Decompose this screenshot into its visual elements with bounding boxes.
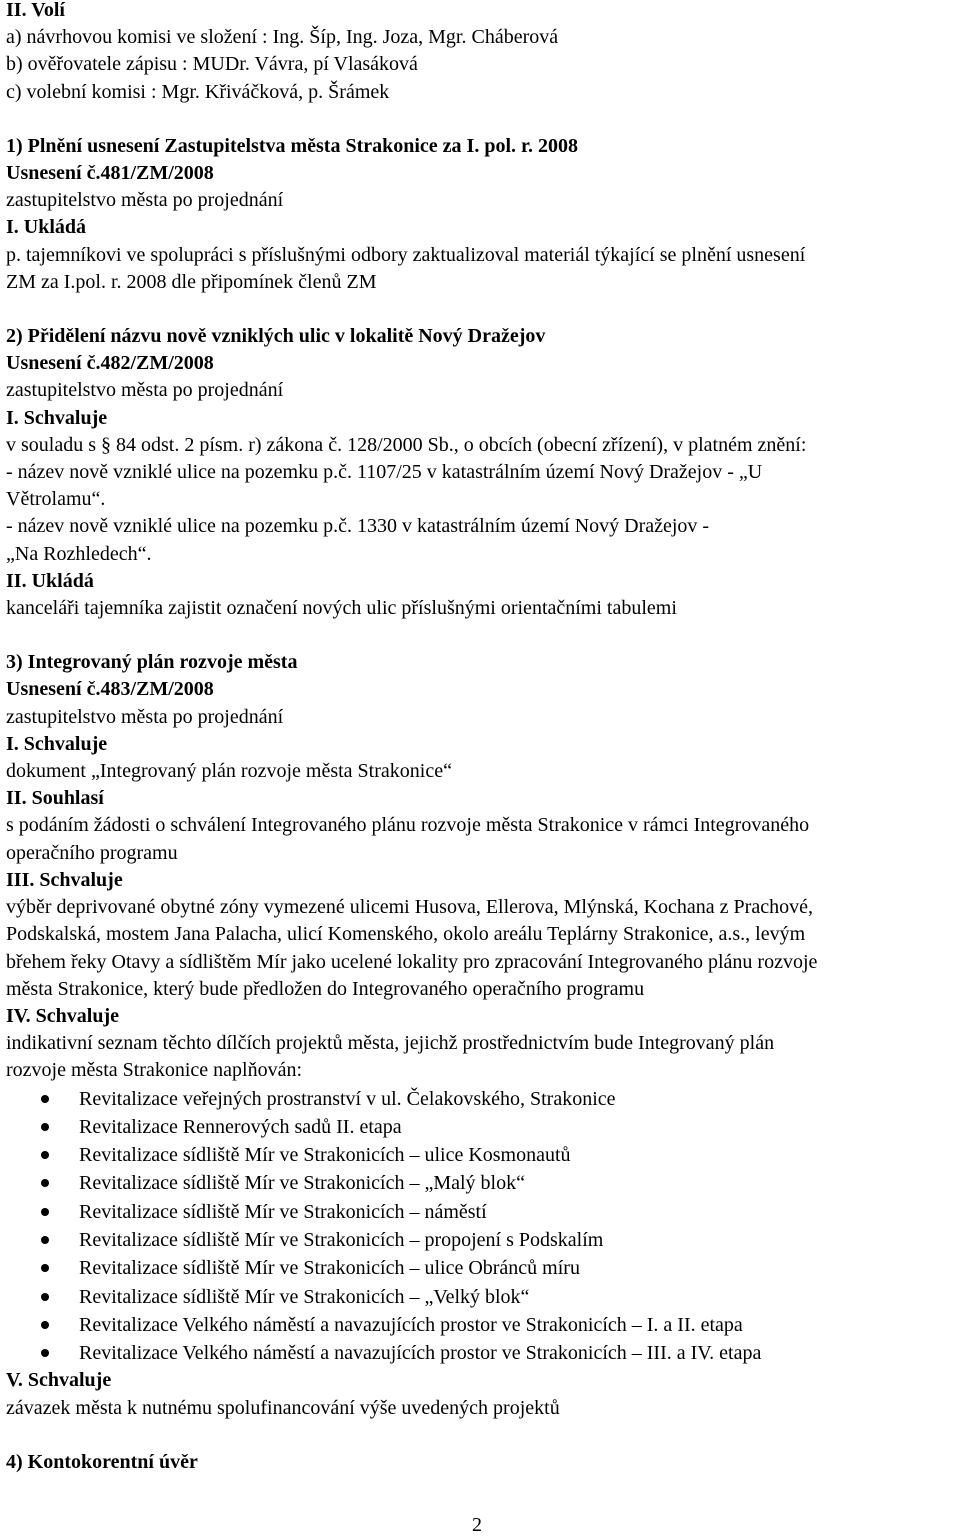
resolution-text: Podskalská, mostem Jana Palacha, ulicí Komenského, okolo areálu Teplárny Strakonice, a.s., levým [6,923,806,946]
spacer [6,106,956,133]
list-item-text: Revitalizace Velkého náměstí a navazujících prostor ve Strakonicích – III. a IV. etapa [79,1342,762,1365]
list-item-text: Revitalizace sídliště Mír ve Strakonicích – ulice Kosmonautů [79,1144,571,1167]
resolution-text: indikativní seznam těchto dílčích projektů města, jejichž prostřednictvím bude Integrovaný plán [6,1032,775,1055]
resolution-part-label: IV. Schvaluje [6,1004,119,1027]
page-number: 2 [472,1514,482,1536]
resolution-part-label: I. Schvaluje [6,406,108,429]
resolution-part-label: II. Ukládá [6,569,94,592]
list-item [6,1226,956,1254]
agenda-item-title: 4) Kontokorentní úvěr [6,1450,198,1473]
list-item [6,1085,956,1113]
resolution-text: kanceláři tajemníka zajistit označení nových ulic příslušnými orientačními tabulemi [6,597,677,620]
resolution-text: ZM za I.pol. r. 2008 dle připomínek členů ZM [6,270,377,293]
bullet-icon [41,1095,49,1103]
list-item-text: Revitalizace veřejných prostranství v ul. Čelakovského, Strakonice [79,1087,616,1110]
bullet-icon [41,1264,49,1272]
resolution-number: Usnesení č.481/ZM/2008 [6,162,214,185]
list-item [6,1283,956,1311]
list-item-text: Revitalizace sídliště Mír ve Strakonicích – „Velký blok“ [79,1285,530,1308]
resolution-text: s podáním žádosti o schválení Integrovaného plánu rozvoje města Strakonice v rámci Integrovaného [6,814,810,837]
resolution-text: v souladu s § 84 odst. 2 písm. r) zákona č. 128/2000 Sb., o obcích (obecní zřízení), v platném znění: [6,433,807,456]
list-item [6,1254,956,1282]
spacer [6,1422,956,1449]
list-item [6,1113,956,1141]
resolution-text: - název nově vzniklé ulice na pozemku p.č. 1107/25 v katastrálním území Nový Dražejov - „U [6,461,763,484]
list-item [6,1198,956,1226]
section-header-voli: II. Volí [6,0,65,21]
voli-item-b: b) ověřovatele zápisu : MUDr. Vávra, pí Vlasáková [6,53,418,76]
bullet-icon [41,1151,49,1159]
list-item-text: Revitalizace sídliště Mír ve Strakonicích – ulice Obránců míru [79,1257,580,1280]
resolution-text: výběr deprivované obytné zóny vymezené ulicemi Husova, Ellerova, Mlýnská, Kochana z Prachové, [6,896,813,919]
resolution-intro: zastupitelstvo města po projednání [6,379,284,402]
resolution-text: - název nově vzniklé ulice na pozemku p.č. 1330 v katastrálním území Nový Dražejov - [6,515,710,538]
bullet-icon [41,1179,49,1187]
bullet-icon [41,1321,49,1329]
list-item [6,1169,956,1197]
voli-item-a: a) návrhovou komisi ve složení : Ing. Šíp, Ing. Joza, Mgr. Cháberová [6,26,559,49]
resolution-text: závazek města k nutnému spolufinancování výše uvedených projektů [6,1396,560,1419]
list-item [6,1141,956,1169]
resolution-intro: zastupitelstvo města po projednání [6,189,284,212]
resolution-number: Usnesení č.482/ZM/2008 [6,352,214,375]
resolution-text: Větrolamu“. [6,488,106,511]
agenda-item-title: 2) Přidělení názvu nově vzniklých ulic v lokalitě Nový Dražejov [6,325,546,348]
list-item-text: Revitalizace sídliště Mír ve Strakonicích – propojení s Podskalím [79,1229,604,1251]
resolution-text: operačního programu [6,841,178,864]
list-item-text: Revitalizace Velkého náměstí a navazujících prostor ve Strakonicích – I. a II. etapa [79,1313,743,1336]
list-item-text: Revitalizace Rennerových sadů II. etapa [79,1115,402,1138]
resolution-number: Usnesení č.483/ZM/2008 [6,678,214,701]
resolution-part-label: II. Souhlasí [6,787,104,810]
agenda-item-title: 1) Plnění usnesení Zastupitelstva města Strakonice za I. pol. r. 2008 [6,134,579,157]
spacer [6,296,956,323]
document-body [6,0,956,1476]
voli-item-c: c) volební komisi : Mgr. Křiváčková, p. Šrámek [6,80,390,103]
list-item-text: Revitalizace sídliště Mír ve Strakonicích – „Malý blok“ [79,1172,525,1195]
list-item [6,1339,956,1367]
project-list [6,1085,956,1368]
resolution-intro: zastupitelstvo města po projednání [6,705,284,728]
bullet-icon [41,1349,49,1357]
resolution-part-label: III. Schvaluje [6,868,123,891]
bullet-icon [41,1236,49,1244]
resolution-part-label: I. Ukládá [6,216,87,239]
resolution-text: p. tajemníkovi ve spolupráci s příslušnými odbory zaktualizoval materiál týkající se plnění usnesení [6,243,806,266]
list-item-text: Revitalizace sídliště Mír ve Strakonicích – náměstí [79,1200,487,1223]
resolution-text: „Na Rozhledech“. [6,542,152,565]
list-item [6,1311,956,1339]
spacer [6,622,956,649]
resolution-text: dokument „Integrovaný plán rozvoje města Strakonice“ [6,760,452,783]
resolution-text: města Strakonice, který bude předložen do Integrovaného operačního programu [6,977,645,1000]
agenda-item-title: 3) Integrovaný plán rozvoje města [6,651,298,674]
resolution-part-label: I. Schvaluje [6,732,108,755]
bullet-icon [41,1208,49,1216]
resolution-part-label: V. Schvaluje [6,1369,112,1392]
resolution-text: rozvoje města Strakonice naplňován: [6,1059,303,1082]
bullet-icon [41,1293,49,1301]
bullet-icon [41,1123,49,1131]
resolution-text: břehem řeky Otavy a sídlištěm Mír jako ucelené lokality pro zpracování Integrovaného plánu rozvoje [6,950,818,973]
